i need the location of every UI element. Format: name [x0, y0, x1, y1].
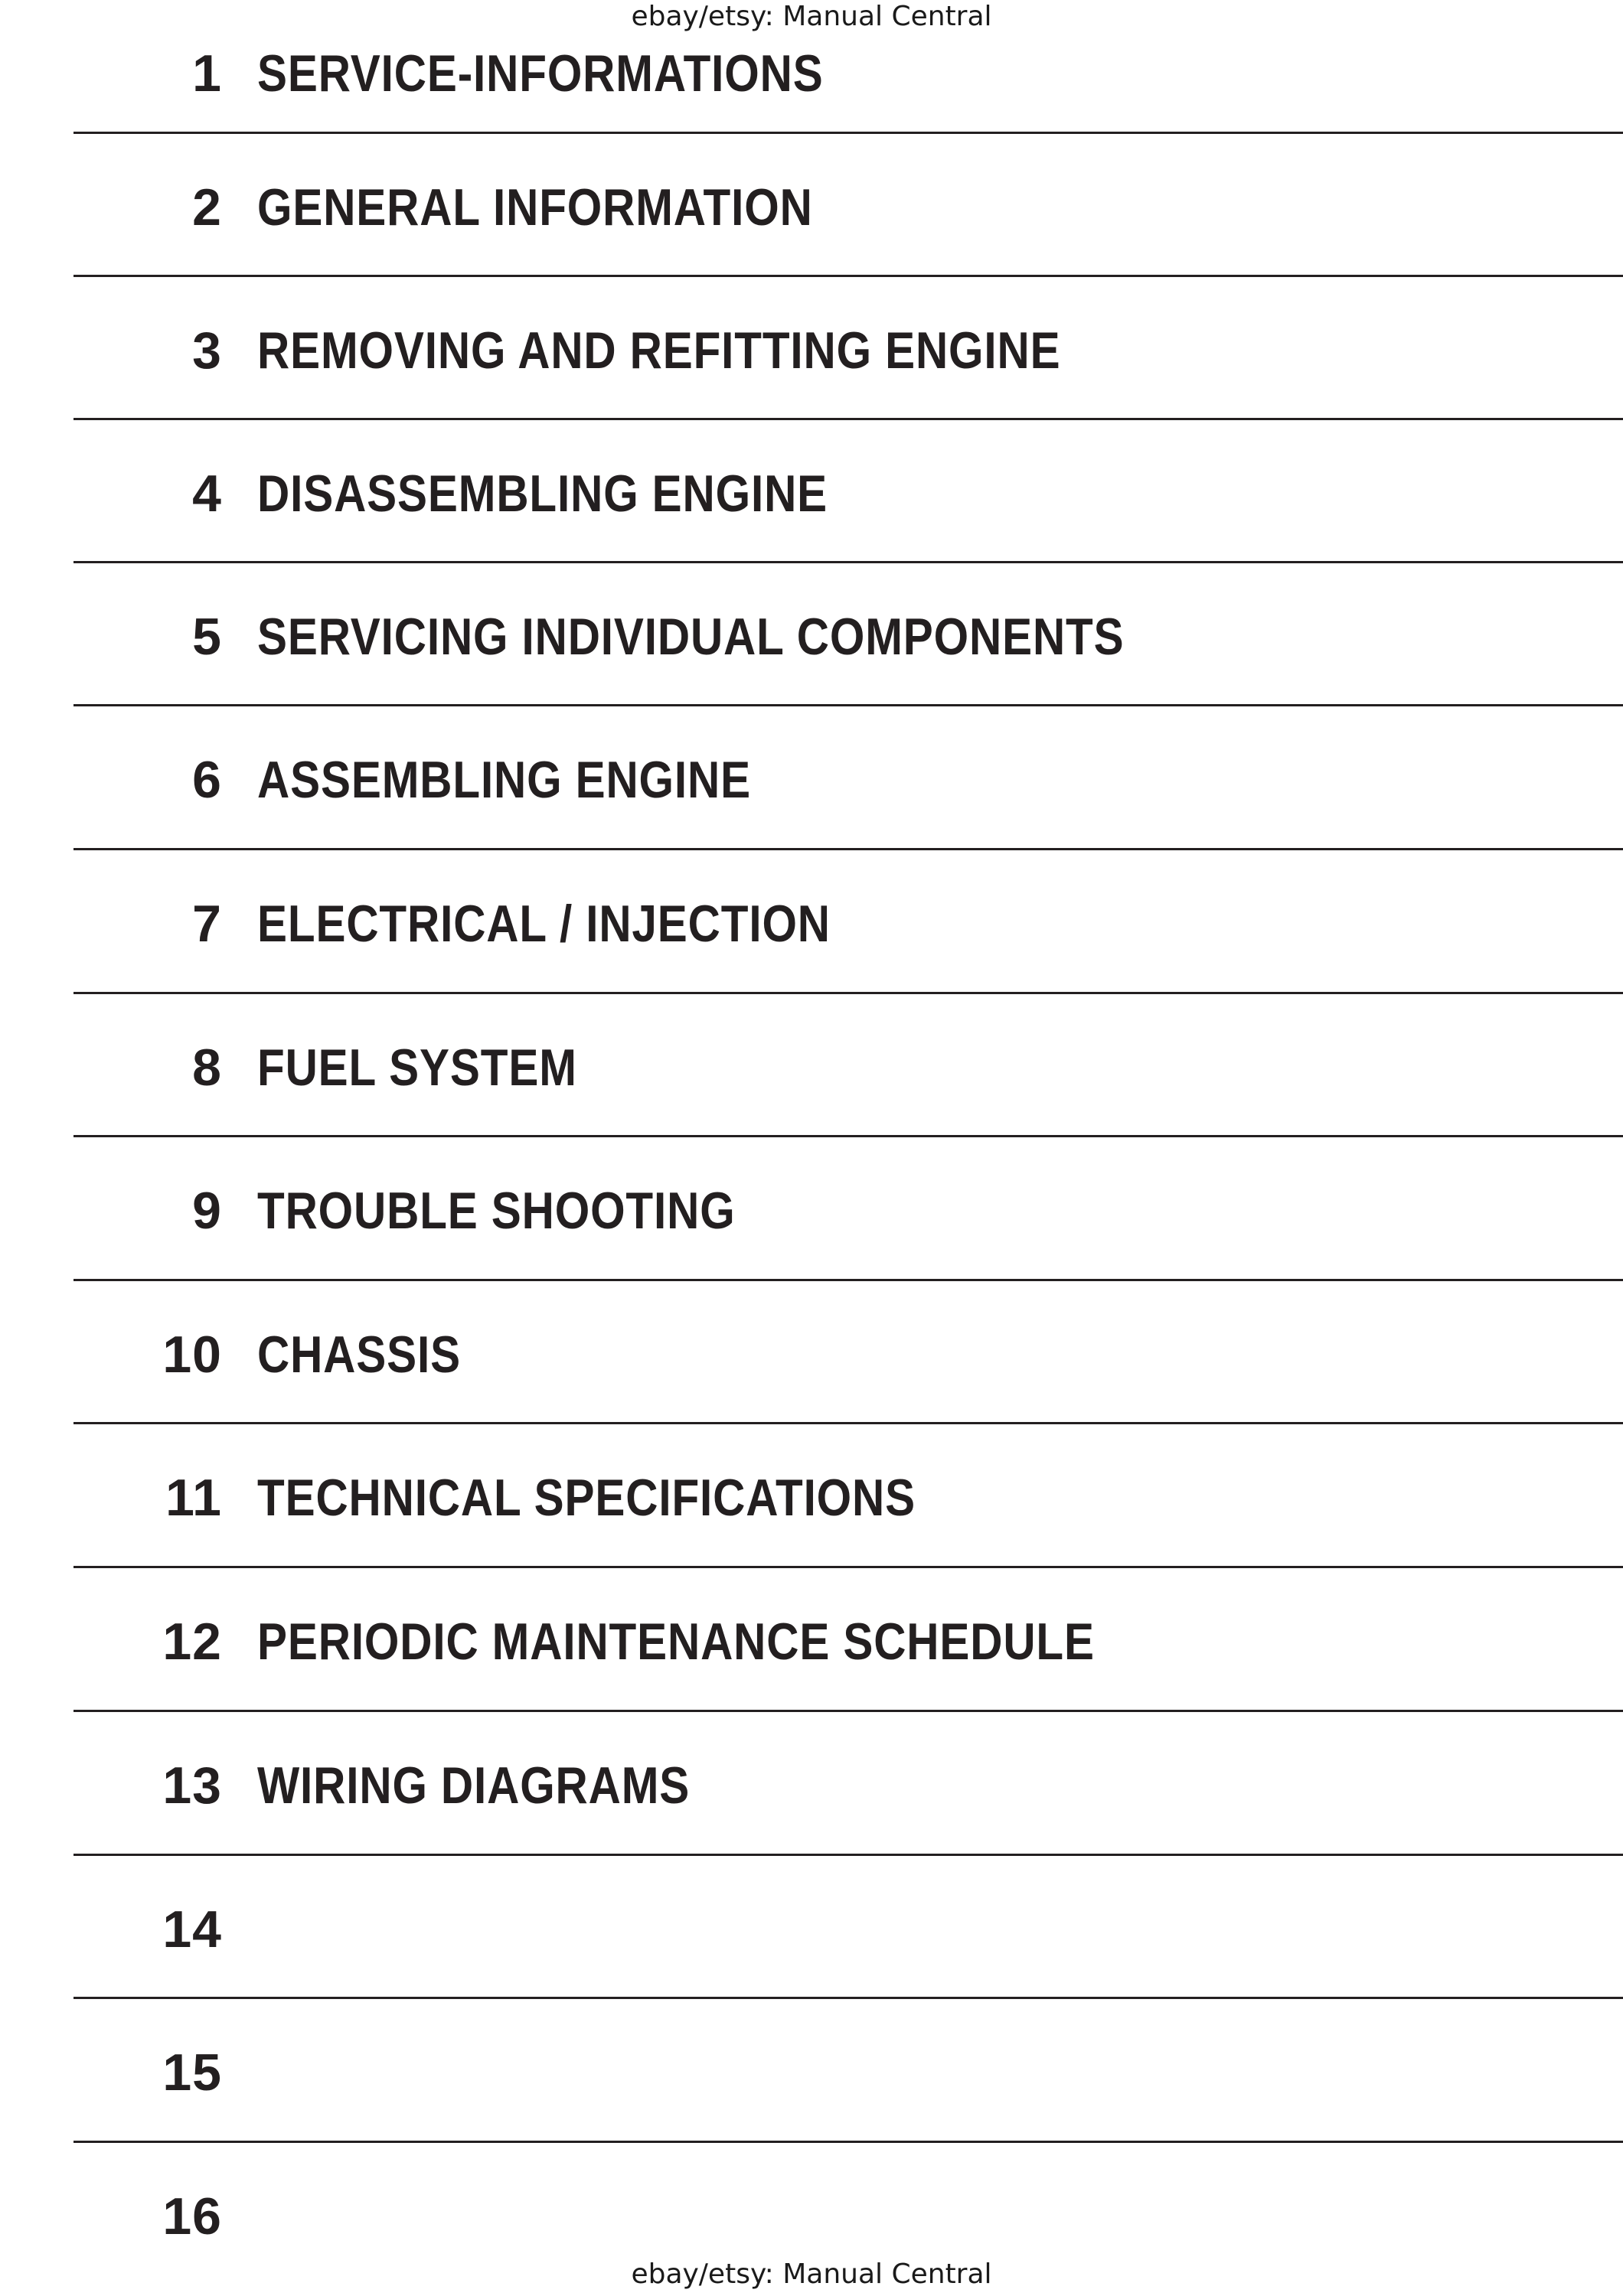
toc-entry-16[interactable]	[0, 2143, 1623, 2258]
toc-entry-title: GENERAL INFORMATION	[257, 178, 813, 236]
toc-entry-title: SERVICE-INFORMATIONS	[257, 44, 824, 103]
toc-entry-number: 10	[162, 1326, 222, 1384]
toc-entry-2[interactable]	[0, 134, 1623, 278]
toc-entry-5[interactable]	[0, 563, 1623, 707]
toc-entry-3[interactable]	[0, 277, 1623, 421]
toc-entry-14[interactable]	[0, 1856, 1623, 2000]
toc-entry-13[interactable]	[0, 1712, 1623, 1856]
toc-entry-number: 2	[192, 178, 222, 236]
toc-entry-4[interactable]	[0, 420, 1623, 564]
toc-entry-1[interactable]	[0, 0, 1623, 144]
watermark-bottom: ebay/etsy: Manual Central	[631, 2258, 992, 2290]
toc-entry-title: FUEL SYSTEM	[257, 1039, 577, 1097]
toc-entry-number: 16	[162, 2187, 222, 2245]
toc-entry-11[interactable]	[0, 1424, 1623, 1568]
toc-entry-title: WIRING DIAGRAMS	[257, 1756, 691, 1815]
toc-entry-number: 7	[192, 895, 222, 953]
toc-entry-number: 8	[192, 1039, 222, 1097]
toc-entry-number: 1	[192, 44, 222, 103]
toc-entry-number: 12	[162, 1613, 222, 1671]
toc-entry-title: TROUBLE SHOOTING	[257, 1182, 736, 1240]
toc-entry-title: PERIODIC MAINTENANCE SCHEDULE	[257, 1613, 1095, 1671]
toc-entry-15[interactable]	[0, 1999, 1623, 2143]
toc-entry-8[interactable]	[0, 994, 1623, 1138]
toc-entry-title: REMOVING AND REFITTING ENGINE	[257, 321, 1061, 380]
toc-entry-7[interactable]	[0, 850, 1623, 994]
toc-entry-title: TECHNICAL SPECIFICATIONS	[257, 1469, 916, 1527]
toc-entry-title: ASSEMBLING ENGINE	[257, 751, 751, 809]
toc-entry-9[interactable]	[0, 1137, 1623, 1281]
toc-entry-number: 13	[162, 1756, 222, 1815]
toc-entry-12[interactable]	[0, 1568, 1623, 1712]
toc-entry-number: 15	[162, 2043, 222, 2102]
toc-entry-6[interactable]	[0, 706, 1623, 850]
toc-entry-number: 4	[192, 465, 222, 523]
toc-entry-10[interactable]	[0, 1281, 1623, 1425]
toc-entry-number: 11	[165, 1469, 222, 1527]
toc-entry-title: CHASSIS	[257, 1326, 461, 1384]
toc-entry-number: 6	[192, 751, 222, 809]
toc-entry-number: 9	[192, 1182, 222, 1240]
toc-entry-title: ELECTRICAL / INJECTION	[257, 895, 831, 953]
toc-entry-title: DISASSEMBLING ENGINE	[257, 465, 828, 523]
toc-entry-number: 5	[192, 608, 222, 666]
toc-entry-number: 3	[192, 321, 222, 380]
toc-entry-title: SERVICING INDIVIDUAL COMPONENTS	[257, 608, 1125, 666]
watermark-top: ebay/etsy: Manual Central	[631, 1, 992, 32]
toc-entry-number: 14	[162, 1900, 222, 1958]
